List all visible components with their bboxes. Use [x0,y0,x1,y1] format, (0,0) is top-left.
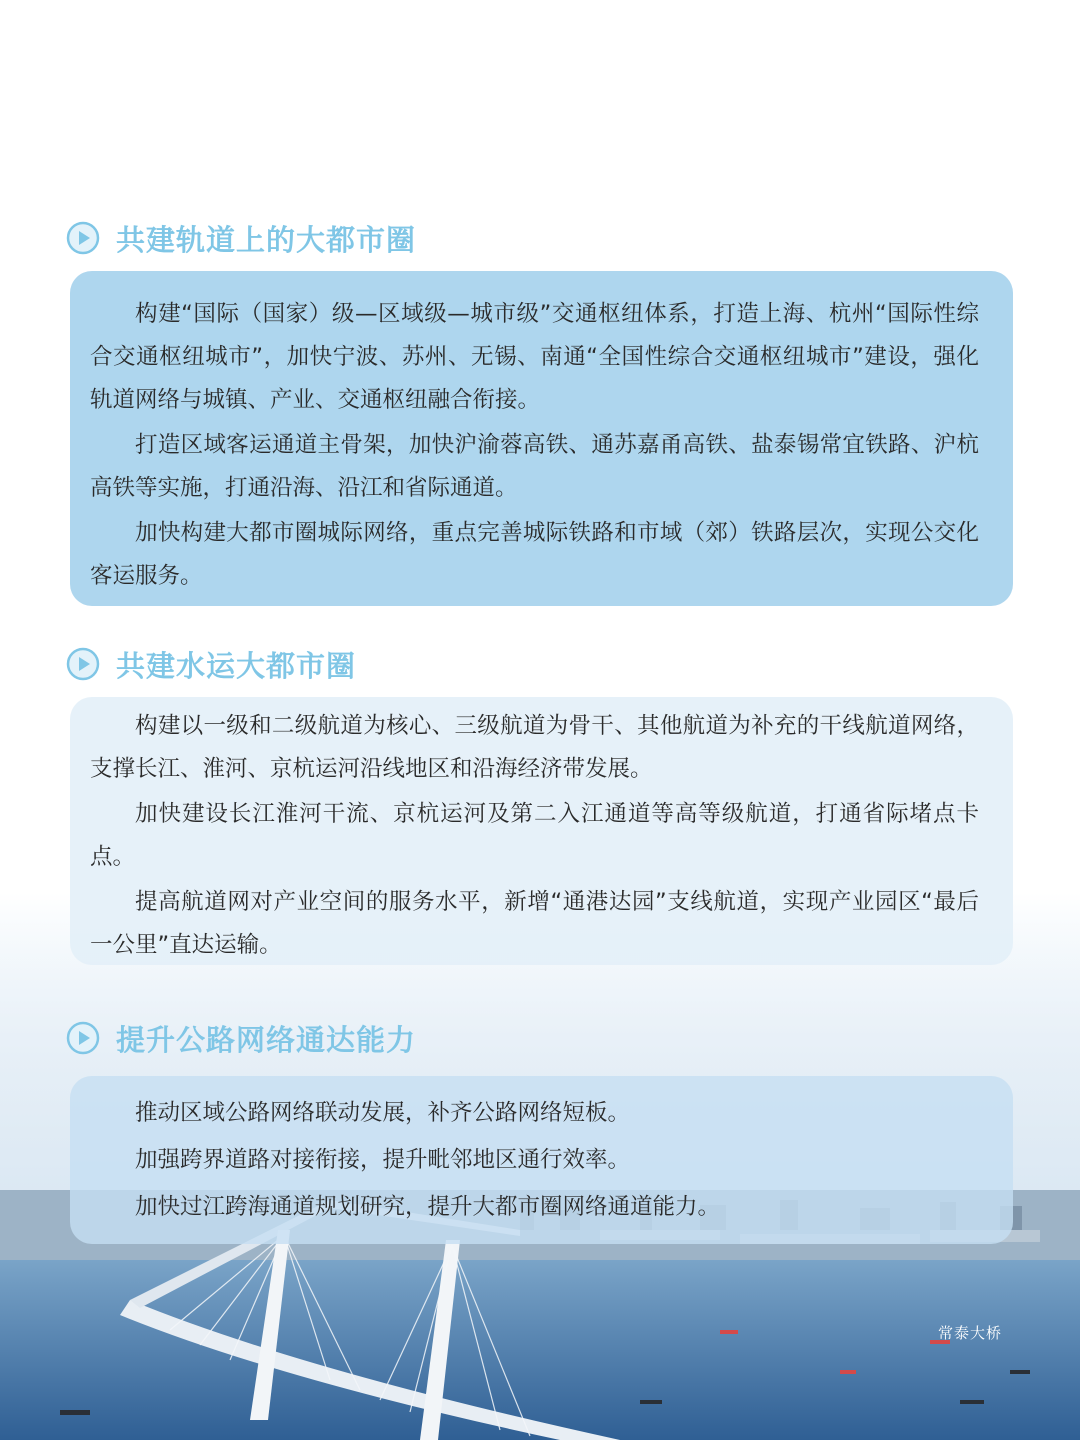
paragraph: 提高航道网对产业空间的服务水平，新增“通港达园”支线航道，实现产业园区“最后一公里”直达运输。 [90,889,979,958]
play-circle-icon [66,221,100,255]
paragraph: 构建“国际（国家）级—区域级—城市级”交通枢纽体系，打造上海、杭州“国际性综合交通枢纽城市”，加快宁波、苏州、无锡、南通“全国性综合交通枢纽城市”建设，强化轨道网络与城镇、产业、交通枢纽融合衔接。 [90,301,979,413]
paragraph: 打造区域客运通道主骨架，加快沪渝蓉高铁、通苏嘉甬高铁、盐泰锡常宜铁路、沪杭高铁等实施，打通沿海、沿江和省际通道。 [90,432,979,501]
play-circle-icon [66,1021,100,1055]
paragraph: 构建以一级和二级航道为核心、三级航道为骨干、其他航道为补充的干线航道网络，支撑长江、淮河、京杭运河沿线地区和沿海经济带发展。 [90,713,979,782]
section-card-water [70,697,1013,965]
section-card-rail [70,271,1013,606]
play-circle-icon [66,647,100,681]
paragraph: 推动区域公路网络联动发展，补齐公路网络短板。 [135,1100,631,1126]
section-title: 共建水运大都市圈 [116,648,357,683]
section-heading-water [66,644,356,684]
section-title: 共建轨道上的大都市圈 [116,222,417,257]
photo-caption: 常泰大桥 [937,1324,1002,1342]
section-title: 提升公路网络通达能力 [116,1022,417,1057]
paragraph: 加快建设长江淮河干流、京杭运河及第二入江通道等高等级航道，打通省际堵点卡点。 [90,801,979,870]
paragraph: 加快构建大都市圈城际网络，重点完善城际铁路和市域（郊）铁路层次，实现公交化客运服务。 [90,520,979,589]
section-card-road [70,1076,1013,1244]
paragraph: 加强跨界道路对接衔接，提升毗邻地区通行效率。 [135,1147,631,1173]
section-heading-road [66,1018,416,1058]
paragraph: 加快过江跨海通道规划研究，提升大都市圈网络通道能力。 [135,1194,721,1220]
section-heading-rail [66,218,416,258]
